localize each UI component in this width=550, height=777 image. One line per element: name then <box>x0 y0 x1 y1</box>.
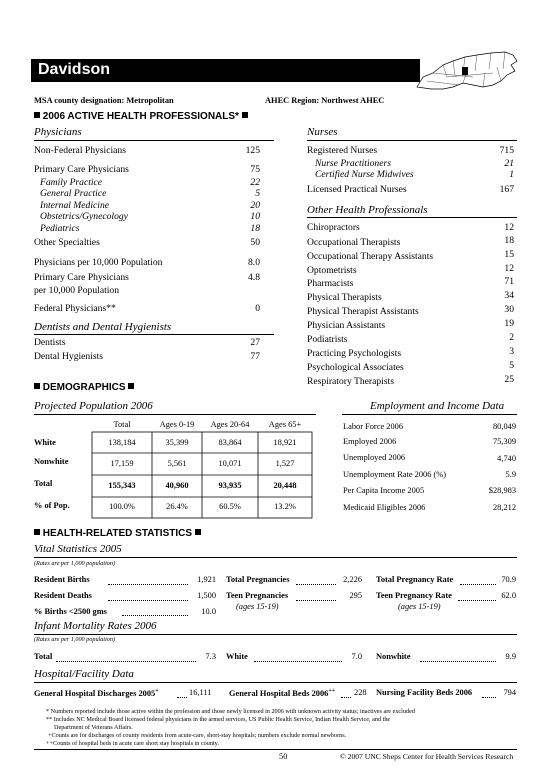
federal-value: 0 <box>255 303 260 314</box>
op-pta-label: Physical Therapist Assistants <box>307 306 419 317</box>
col-ages-65: Ages 65+ <box>268 420 302 429</box>
health-stats-title: HEALTH-RELATED STATISTICS <box>34 528 201 539</box>
emp-value: 4,740 <box>497 454 516 463</box>
infant-nonwhite-label: Nonwhite <box>376 652 411 661</box>
resident-births-value: 1,921 <box>197 575 216 584</box>
op-psyassoc-label: Psychological Associates <box>307 362 404 373</box>
op-pharm-value: 71 <box>504 276 514 287</box>
cell: 18,921 <box>273 438 297 447</box>
teen-preg-label: Teen Pregnancies <box>226 591 289 600</box>
total-preg-rate-label: Total Pregnancy Rate <box>376 575 454 584</box>
op-pta-value: 30 <box>504 304 514 315</box>
infant-total-label: Total <box>34 652 53 661</box>
cell: 17,159 <box>110 459 134 468</box>
op-pt-value: 34 <box>504 290 514 301</box>
total-preg-label: Total Pregnancies <box>226 575 290 584</box>
op-ot-value: 18 <box>504 235 514 246</box>
op-chiro-label: Chiropractors <box>307 222 360 233</box>
op-psych-value: 3 <box>509 346 514 357</box>
square-bullet-icon <box>34 529 40 535</box>
emp-label: Labor Force 2006 <box>343 422 404 431</box>
rn-value: 715 <box>499 145 514 156</box>
emp-label: Unemployment Rate 2006 (%) <box>343 470 447 479</box>
square-bullet-icon <box>195 529 201 535</box>
np-label: Nurse Practitioners <box>315 158 391 169</box>
cell: 40,960 <box>165 481 189 490</box>
page-number: 50 <box>279 752 288 761</box>
emp-value: 28,212 <box>492 503 516 512</box>
active-prof-title: 2006 ACTIVE HEALTH PROFESSIONALS* <box>34 111 248 122</box>
employment-heading: Employment and Income Data <box>370 400 505 412</box>
op-resp-label: Respiratory Therapists <box>307 376 394 387</box>
cell: 83,864 <box>218 438 242 447</box>
pediatrics-value: 18 <box>250 223 260 234</box>
hospital-heading: Hospital/Facility Data <box>34 668 134 680</box>
per10k-value: 8.0 <box>248 257 260 268</box>
cell: 5,561 <box>167 459 187 468</box>
infant-rates-note: (Rates are per 1,000 population) <box>34 636 116 643</box>
lpn-value: 167 <box>499 184 514 195</box>
infant-nonwhite-value: 9.9 <box>505 652 516 661</box>
op-pod-label: Podiatrists <box>307 334 348 345</box>
footnote-2: ** Includes NC Medical Board licensed federal physicians in the armed services, US Public Health Service, Indian Health Service, and the <box>46 716 391 723</box>
cell: 100.0% <box>109 502 135 511</box>
obgyn-label: Obstetrics/Gynecology <box>40 211 128 222</box>
cell: 35,399 <box>165 438 189 447</box>
msa-designation: MSA county designation: Metropolitan <box>34 96 174 105</box>
op-psyassoc-value: 5 <box>509 360 514 371</box>
internal-medicine-label: Internal Medicine <box>40 200 109 211</box>
lpn-label: Licensed Practical Nurses <box>307 184 407 195</box>
row-label-white: White <box>34 438 56 447</box>
cell: 20,448 <box>273 481 297 490</box>
pediatrics-label: Pediatrics <box>40 223 80 234</box>
copyright: © 2007 UNC Sheps Center for Health Services Research <box>340 752 514 761</box>
col-total: Total <box>113 420 131 429</box>
total-preg-rate-value: 70.9 <box>501 575 516 584</box>
footnote-5: ++Counts of hospital beds in acute care short stay hospitals in county. <box>46 740 219 747</box>
op-ot-label: Occupational Therapists <box>307 237 401 248</box>
op-pharm-label: Pharmacists <box>307 278 354 289</box>
dentists-label: Dentists <box>34 337 66 348</box>
hygienists-value: 77 <box>250 351 260 362</box>
nf-beds-value: 794 <box>503 688 516 697</box>
primary-care-value: 75 <box>250 164 260 175</box>
teen-rate-ages-note: (ages 15-19) <box>398 602 441 611</box>
teen-preg-rate-label: Teen Pregnancy Rate <box>376 591 452 600</box>
emp-label: Medicaid Eligibles 2006 <box>343 503 426 512</box>
internal-medicine-value: 20 <box>250 200 260 211</box>
family-practice-value: 22 <box>250 177 260 188</box>
teen-preg-ages-note: (ages 15-19) <box>236 602 279 611</box>
emp-value: 75,309 <box>492 437 516 446</box>
cell: 138,184 <box>108 438 136 447</box>
emp-value: 5.9 <box>505 470 516 479</box>
row-label-total: Total <box>34 479 53 488</box>
op-opt-value: 12 <box>504 263 514 274</box>
population-heading: Projected Population 2006 <box>34 400 153 412</box>
cell: 60.5% <box>219 502 241 511</box>
cnm-label: Certified Nurse Midwives <box>315 169 414 180</box>
emp-label: Per Capita Income 2005 <box>343 486 425 495</box>
other-specialties-label: Other Specialties <box>34 237 100 248</box>
op-psych-label: Practicing Psychologists <box>307 348 402 359</box>
emp-label: Employed 2006 <box>343 437 397 446</box>
dentists-value: 27 <box>250 337 260 348</box>
op-ota-value: 15 <box>504 249 514 260</box>
infant-heading: Infant Mortality Rates 2006 <box>34 620 157 632</box>
physicians-heading: Physicians <box>34 126 82 138</box>
rn-label: Registered Nurses <box>307 145 378 156</box>
resident-deaths-label: Resident Deaths <box>34 591 92 600</box>
emp-value: 80,049 <box>492 422 516 431</box>
gh-beds-label: General Hospital Beds 2006++ <box>229 688 336 698</box>
footnote-3: Department of Veterans Affairs. <box>54 724 133 731</box>
other-prof-heading: Other Health Professionals <box>307 204 428 216</box>
col-ages-20-64: Ages 20-64 <box>210 420 250 429</box>
county-name: Davidson <box>38 61 111 78</box>
low-birth-value: 10.0 <box>201 607 216 616</box>
infant-white-label: White <box>226 652 248 661</box>
row-label-pct: % of Pop. <box>34 501 70 510</box>
cell: 26.4% <box>166 502 188 511</box>
emp-value: $28,983 <box>488 486 516 495</box>
op-pa-label: Physician Assistants <box>307 320 386 331</box>
ahec-region: AHEC Region: Northwest AHEC <box>265 96 385 105</box>
gh-discharges-label: General Hospital Discharges 2005+ <box>34 688 159 698</box>
demographics-title: DEMOGRAPHICS <box>34 382 134 393</box>
cell: 10,071 <box>218 459 242 468</box>
total-preg-value: 2,226 <box>343 575 362 584</box>
cell: 155,343 <box>108 481 136 490</box>
resident-births-label: Resident Births <box>34 575 90 584</box>
footnote-1: * Numbers reported include those active within the profession and those newly licensed in 2006 with unknown activity status; inactives are excluded <box>46 708 415 715</box>
pc10k-label-1: Primary Care Physicians <box>34 272 129 283</box>
vital-rates-note: (Rates are per 1,000 population) <box>34 560 116 567</box>
dentists-heading: Dentists and Dental Hygienists <box>34 321 172 333</box>
non-federal-value: 125 <box>245 145 260 156</box>
general-practice-label: General Practice <box>40 188 107 199</box>
non-federal-label: Non-Federal Physicians <box>34 145 126 156</box>
np-value: 21 <box>504 158 514 169</box>
op-opt-label: Optometrists <box>307 265 357 276</box>
teen-preg-rate-value: 62.0 <box>501 591 516 600</box>
vital-heading: Vital Statistics 2005 <box>34 543 122 555</box>
col-ages-0-19: Ages 0-19 <box>159 420 195 429</box>
pc10k-value: 4.8 <box>248 272 260 283</box>
family-practice-label: Family Practice <box>40 177 103 188</box>
primary-care-label: Primary Care Physicians <box>34 164 129 175</box>
gh-beds-value: 228 <box>354 688 367 697</box>
pc10k-label-2: per 10,000 Population <box>34 285 120 296</box>
op-ota-label: Occupational Therapy Assistants <box>307 251 434 262</box>
general-practice-value: 5 <box>255 188 260 199</box>
nf-beds-label: Nursing Facility Beds 2006 <box>376 688 473 697</box>
infant-total-value: 7.3 <box>205 652 216 661</box>
footnote-4: +Counts are for discharges of county residents from acute-care, short-stay hospitals; numbers exclude normal newborns. <box>48 732 347 739</box>
infant-white-value: 7.0 <box>351 652 362 661</box>
per10k-label: Physicians per 10,000 Population <box>34 257 163 268</box>
cell: 13.2% <box>274 502 296 511</box>
op-pod-value: 2 <box>509 332 514 343</box>
resident-deaths-value: 1,500 <box>197 591 216 600</box>
federal-label: Federal Physicians** <box>34 303 116 314</box>
cell: 1,527 <box>275 459 295 468</box>
low-birth-label: % Births <2500 gms <box>34 607 107 616</box>
op-pt-label: Physical Therapists <box>307 292 382 303</box>
op-chiro-value: 12 <box>504 222 514 233</box>
cnm-value: 1 <box>509 169 514 180</box>
gh-discharges-value: 16,111 <box>189 688 212 697</box>
emp-label: Unemployed 2006 <box>343 453 406 462</box>
op-pa-value: 19 <box>504 318 514 329</box>
obgyn-value: 10 <box>250 211 260 222</box>
row-label-nonwhite: Nonwhite <box>34 457 69 466</box>
cell: 93,935 <box>218 481 242 490</box>
nurses-heading: Nurses <box>307 126 338 138</box>
other-specialties-value: 50 <box>250 237 260 248</box>
teen-preg-value: 295 <box>349 591 362 600</box>
op-resp-value: 25 <box>504 374 514 385</box>
hygienists-label: Dental Hygienists <box>34 351 104 362</box>
